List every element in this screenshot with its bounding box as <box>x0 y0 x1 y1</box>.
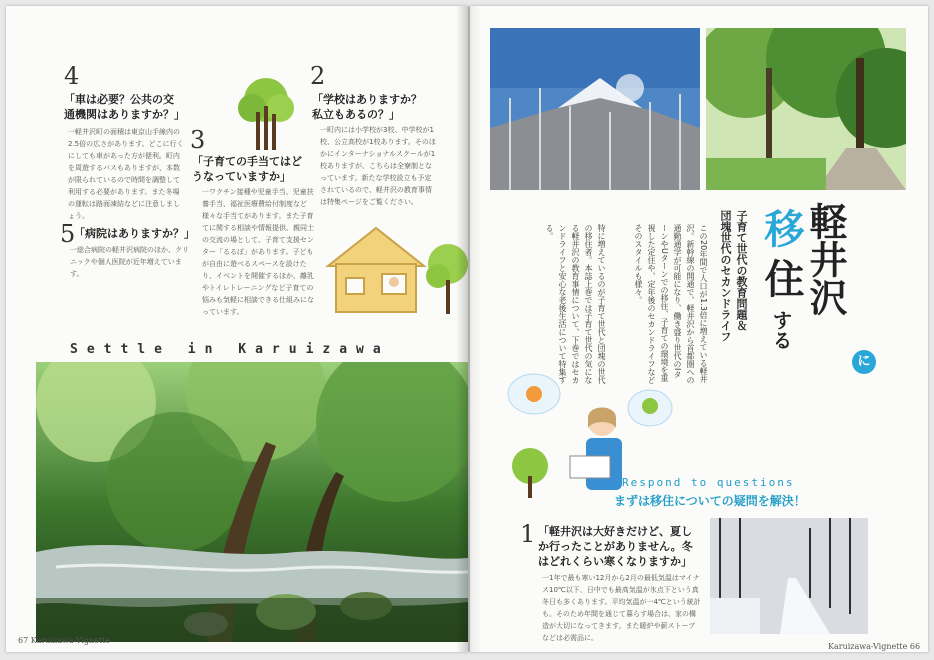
title-karuizawa: 軽井沢 <box>803 202 848 316</box>
forest-stream-photo <box>36 362 468 642</box>
q5-title: 「病院はありますか？」 <box>74 227 195 240</box>
right-page <box>470 6 928 652</box>
tree-illustration <box>234 72 298 152</box>
subtitle-1: 子育て世代の教育問題＆ <box>735 210 748 331</box>
q1-number: 1 <box>520 520 536 548</box>
subtitle-2: 団塊世代のセカンドライフ <box>719 210 732 342</box>
snowy-road-photo <box>710 518 868 634</box>
forest-path-photo <box>706 28 906 190</box>
title-i: 移 <box>758 208 805 248</box>
mountain-photo <box>490 28 700 190</box>
q2-number: 2 <box>310 62 326 90</box>
title-suru: する <box>769 310 793 350</box>
title-particle-ni: に <box>852 350 876 374</box>
q5-number: 5 <box>60 220 76 248</box>
left-page <box>6 6 468 652</box>
left-folio: 67 Karuizawa-Vignette <box>18 636 111 645</box>
q5-body: 一総合病院の軽井沢病院のほか、クリニックや個人医院が近年増えています。 <box>70 246 189 278</box>
q4-body: 一軽井沢町の面積は東京山手線内の2.5倍の広さがあります。どこに行くにしても車があった方が便利。町内を周遊するバスもありますが、本数が限られているので時間を調整して利用する必要があります。また冬場の運転は路面凍結などに注意しましょう。 <box>68 128 184 220</box>
respond-subheading: まずは移住についての疑問を解決！ <box>614 494 806 508</box>
title-ju: 住 <box>758 258 805 298</box>
house-illustration <box>324 224 428 316</box>
q3-number: 3 <box>190 126 206 154</box>
intro-paragraph-2: 特に増えているのが子育て世代と団塊の世代の移住者。本誌上巻では子育て世代の気になる軽井沢の教育事情について、下巻ではセカンドライフと安心な老後生活について特集する。 <box>545 224 606 384</box>
q4-title: 「車は必要？公共の交通機関はありますか？」 <box>64 93 185 121</box>
q1-title: 「軽井沢は大好きだけど、夏しか行ったことがありません。冬はどれくらい寒くなりますか」 <box>538 525 693 568</box>
right-folio: Karuizawa-Vignette 66 <box>828 642 921 651</box>
respond-heading: Respond to questions <box>622 476 795 489</box>
q1-body: 一1年で最も寒い12月から2月の最低気温はマイナス10℃以下、日中でも最高気温が氷点下という真冬日も多くあります。平均気温が一4℃という統計も。そのため年間を通じて暮らす場合は、家の構造が大切になってきます。また暖炉や薪ストーブなどは必需品に。 <box>542 574 701 642</box>
q2-title: 「学校はありますか？私立もあるの？」 <box>312 93 422 121</box>
q3-body: 一ワクチン接種や児童手当、児童扶養手当、福祉医療費給付制度など様々な手当てがあります。また子育てに関する相談や情報提供、親同士の交流の場として、子育て支援センター「るるぽ」があります。子どもが自由に遊べるスペースを設けたり、イベントを開催するほか、離乳やトイレトレーニングなど子育ての悩みも気軽に相談できる仕組みになっています。 <box>202 188 314 316</box>
intro-paragraph-1: この20年間で人口が1.3倍に増えている軽井沢。新幹線の開通で、軽井沢から首都圏への通勤通学が可能になり、働き盛り世代のIターンやUターンでの移住、子育ての環境を重視した定住や、定年後のセカンドライフなどそのスタイルも様々。 <box>634 224 708 384</box>
q4-number: 4 <box>64 62 80 90</box>
tree-illustration-right <box>426 236 470 316</box>
q3-title: 「子育ての手当てはどうなっていますか」 <box>192 155 302 183</box>
q2-body: 一町内には小学校が3校、中学校が1校、公立高校が1校あります。そのほかにインターナショナルスクールが1校ありますが、こちらは全寮制となっています。新たな学校設立も予定されているので、軽井沢の教育事情は特集ページをご覧ください。 <box>320 126 436 206</box>
settle-heading: Settle in Karuizawa <box>70 342 390 357</box>
